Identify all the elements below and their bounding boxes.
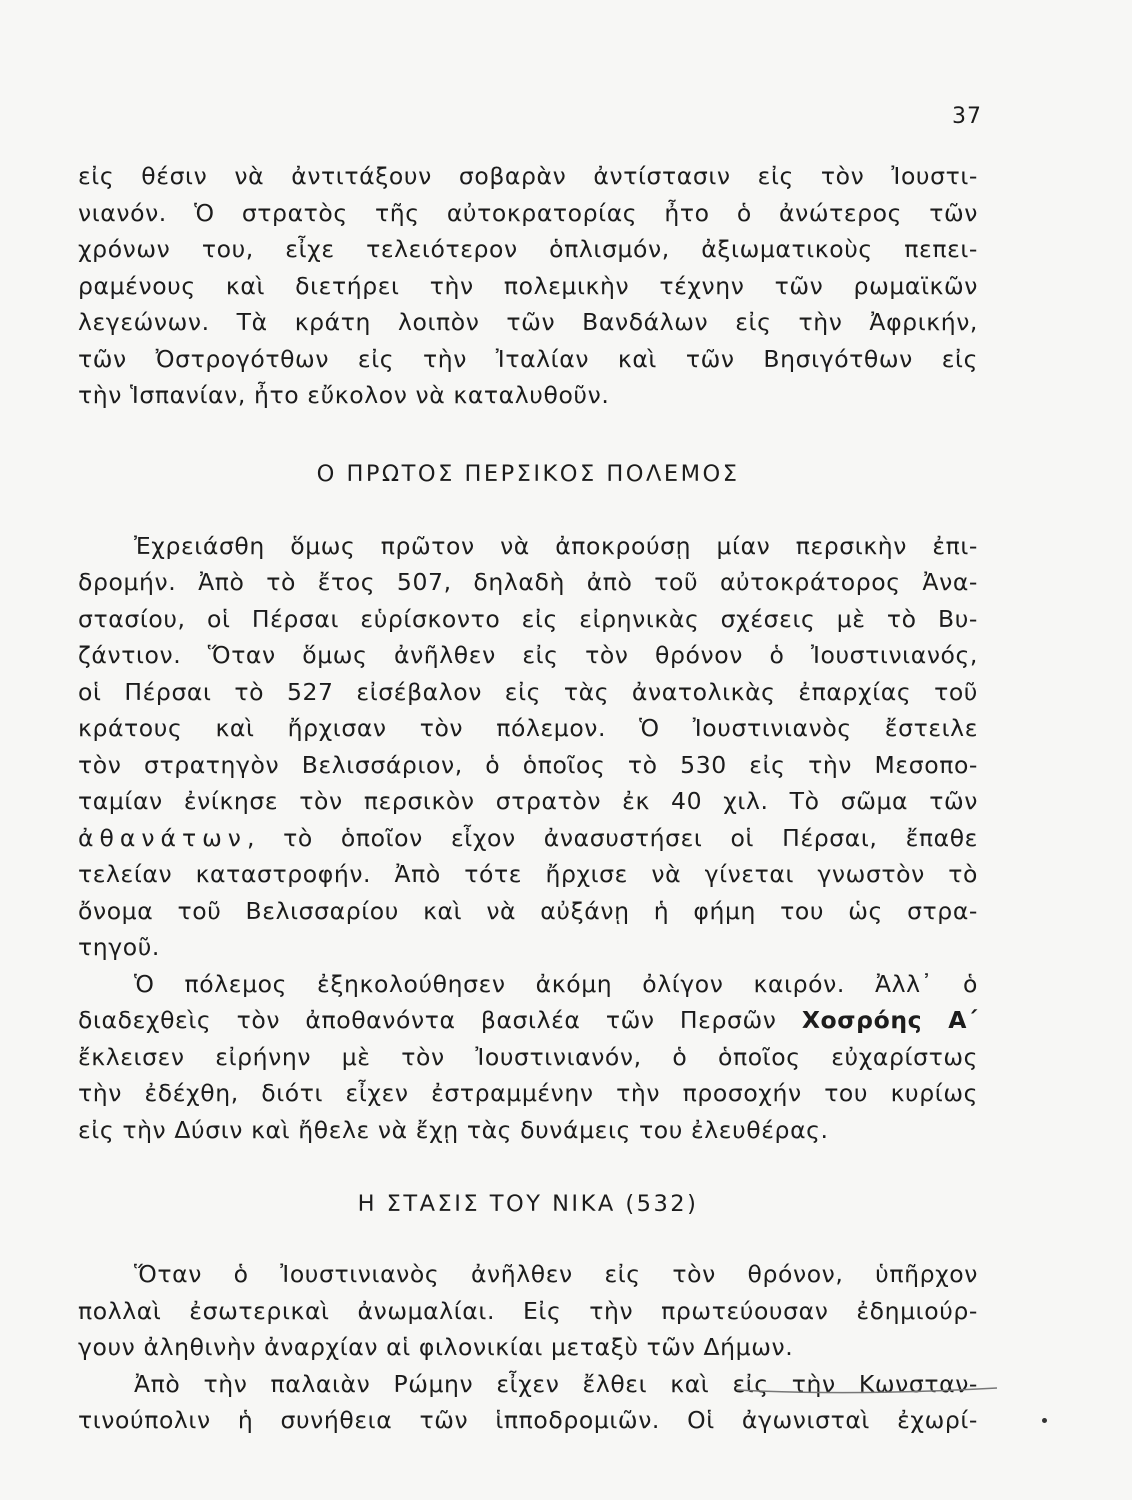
bold-name: Χοσρόης Α΄ (801, 1006, 978, 1034)
text-line: εἰς θέσιν νὰ ἀντιτάξουν σοβαρὰν ἀντίστασιν εἰς τὸν Ἰουστι- (78, 162, 978, 190)
text-line: ὄνομα τοῦ Βελισσαρίου καὶ νὰ αὐξάνῃ ἡ φήμη του ὡς στρα- (78, 896, 978, 925)
text-line: οἱ Πέρσαι τὸ 527 εἰσέβαλον εἰς τὰς ἀνατολικὰς ἐπαρχίας τοῦ (78, 677, 978, 706)
text-line: τὴν Ἱσπανίαν, ἦτο εὔκολον νὰ καταλυθοῦν. (78, 381, 610, 409)
text-line: δρομήν. Ἀπὸ τὸ ἔτος 507, δηλαδὴ ἀπὸ τοῦ αὐτοκράτορος Ἀνα- (78, 568, 978, 596)
text-line: ταμίαν ἐνίκησε τὸν περσικὸν στρατὸν ἐκ 40 χιλ. Τὸ σῶμα τῶν (78, 787, 978, 815)
pencil-stroke (737, 1388, 997, 1393)
text-line (78, 1002, 978, 1039)
paragraph-persian-war (78, 528, 978, 966)
text-line: Ἀπὸ τὴν παλαιὰν Ρώμην εἶχεν ἔλθει καὶ εἰς τὴν Κωνσταν- (134, 1369, 978, 1398)
text-fragment: , τὸ ὁποῖον εἶχον ἀνασυστήσει οἱ Πέρσαι, ἔπαθε (246, 823, 978, 852)
text-line: γουν ἀληθινὴν ἀναρχίαν αἱ φιλονικίαι μεταξὺ τῶν Δήμων. (78, 1333, 794, 1361)
text-line: ζάντιον. Ὅταν ὅμως ἀνῆλθεν εἰς τὸν θρόνον ὁ Ἰουστινιανός, (78, 641, 978, 669)
text-line: λεγεώνων. Τὰ κράτη λοιπὸν τῶν Βανδάλων εἰς τὴν Ἀφρικήν, (78, 308, 978, 336)
section-heading-persian-war: Ο ΠΡΩΤΟΣ ΠΕΡΣΙΚΟΣ ΠΟΛΕΜΟΣ (316, 460, 740, 487)
paragraph-peace (78, 966, 978, 1149)
ink-speck (1042, 1418, 1047, 1423)
text-line: τινούπολιν ἡ συνήθεια τῶν ἱπποδρομιῶν. Οἱ ἀγωνισταὶ ἐχωρί- (78, 1406, 978, 1434)
text-line (78, 820, 978, 857)
page-number: 37 (952, 104, 982, 129)
text-line: εἰς τὴν Δύσιν καὶ ἤθελε νὰ ἔχῃ τὰς δυνάμεις του ἐλευθέρας. (78, 1115, 829, 1144)
text-line: κράτους καὶ ἤρχισαν τὸν πόλεμον. Ὁ Ἰουστινιανὸς ἔστειλε (78, 714, 978, 742)
text-line: τὸν στρατηγὸν Βελισσάριον, ὁ ὁποῖος τὸ 530 εἰς τὴν Μεσοπο- (78, 750, 978, 779)
text-line: Ὁ πόλεμος ἐξηκολούθησεν ἀκόμη ὀλίγον καιρόν. Ἀλλ᾽ ὁ (134, 969, 978, 998)
text-line: τῶν Ὀστρογότθων εἰς τὴν Ἰταλίαν καὶ τῶν Βησιγότθων εἰς (78, 344, 978, 373)
paragraph-nika-1 (78, 1256, 978, 1366)
page-body (78, 158, 978, 1439)
text-line: στασίου, οἱ Πέρσαι εὑρίσκοντο εἰς εἰρηνικὰς σχέσεις μὲ τὸ Βυ- (78, 604, 978, 633)
text-line: τὴν ἐδέχθη, διότι εἶχεν ἐστραμμένην τὴν προσοχήν του κυρίως (78, 1079, 978, 1107)
text-line: Ὅταν ὁ Ἰουστινιανὸς ἀνῆλθεν εἰς τὸν θρόνον, ὑπῆρχον (134, 1260, 978, 1288)
text-line: ἔκλεισεν εἰρήνην μὲ τὸν Ἰουστινιανόν, ὁ ὁποῖος εὐχαρίστως (78, 1042, 978, 1071)
text-fragment: διαδεχθεὶς τὸν ἀποθανόντα βασιλέα τῶν Περσῶν (78, 1006, 802, 1034)
text-line: νιανόν. Ὁ στρατὸς τῆς αὐτοκρατορίας ἦτο ὁ ἀνώτερος τῶν (78, 198, 978, 227)
text-line: τηγοῦ. (78, 933, 160, 961)
section-heading-nika-riot: Η ΣΤΑΣΙΣ ΤΟΥ ΝΙΚΑ (532) (357, 1191, 699, 1217)
pencil-underline (735, 1382, 1005, 1402)
text-line: τελείαν καταστροφήν. Ἀπὸ τότε ἤρχισε νὰ γίνεται γνωστὸν τὸ (78, 860, 978, 888)
text-line: ραμένους καὶ διετήρει τὴν πολεμικὴν τέχνην τῶν ρωμαϊκῶν (78, 271, 978, 300)
paragraph-nika-2 (78, 1366, 978, 1439)
text-line: Ἐχρειάσθη ὅμως πρῶτον νὰ ἀποκρούσῃ μίαν περσικὴν ἐπι- (134, 531, 978, 560)
spaced-emphasis: ἀθανάτων (78, 823, 247, 852)
text-line: χρόνων του, εἶχε τελειότερον ὁπλισμόν, ἀξιωματικοὺς πεπει- (78, 235, 978, 263)
text-line: πολλαὶ ἐσωτερικαὶ ἀνωμαλίαι. Εἰς τὴν πρωτεύουσαν ἐδημιούρ- (78, 1296, 978, 1325)
paragraph-intro (78, 158, 978, 414)
